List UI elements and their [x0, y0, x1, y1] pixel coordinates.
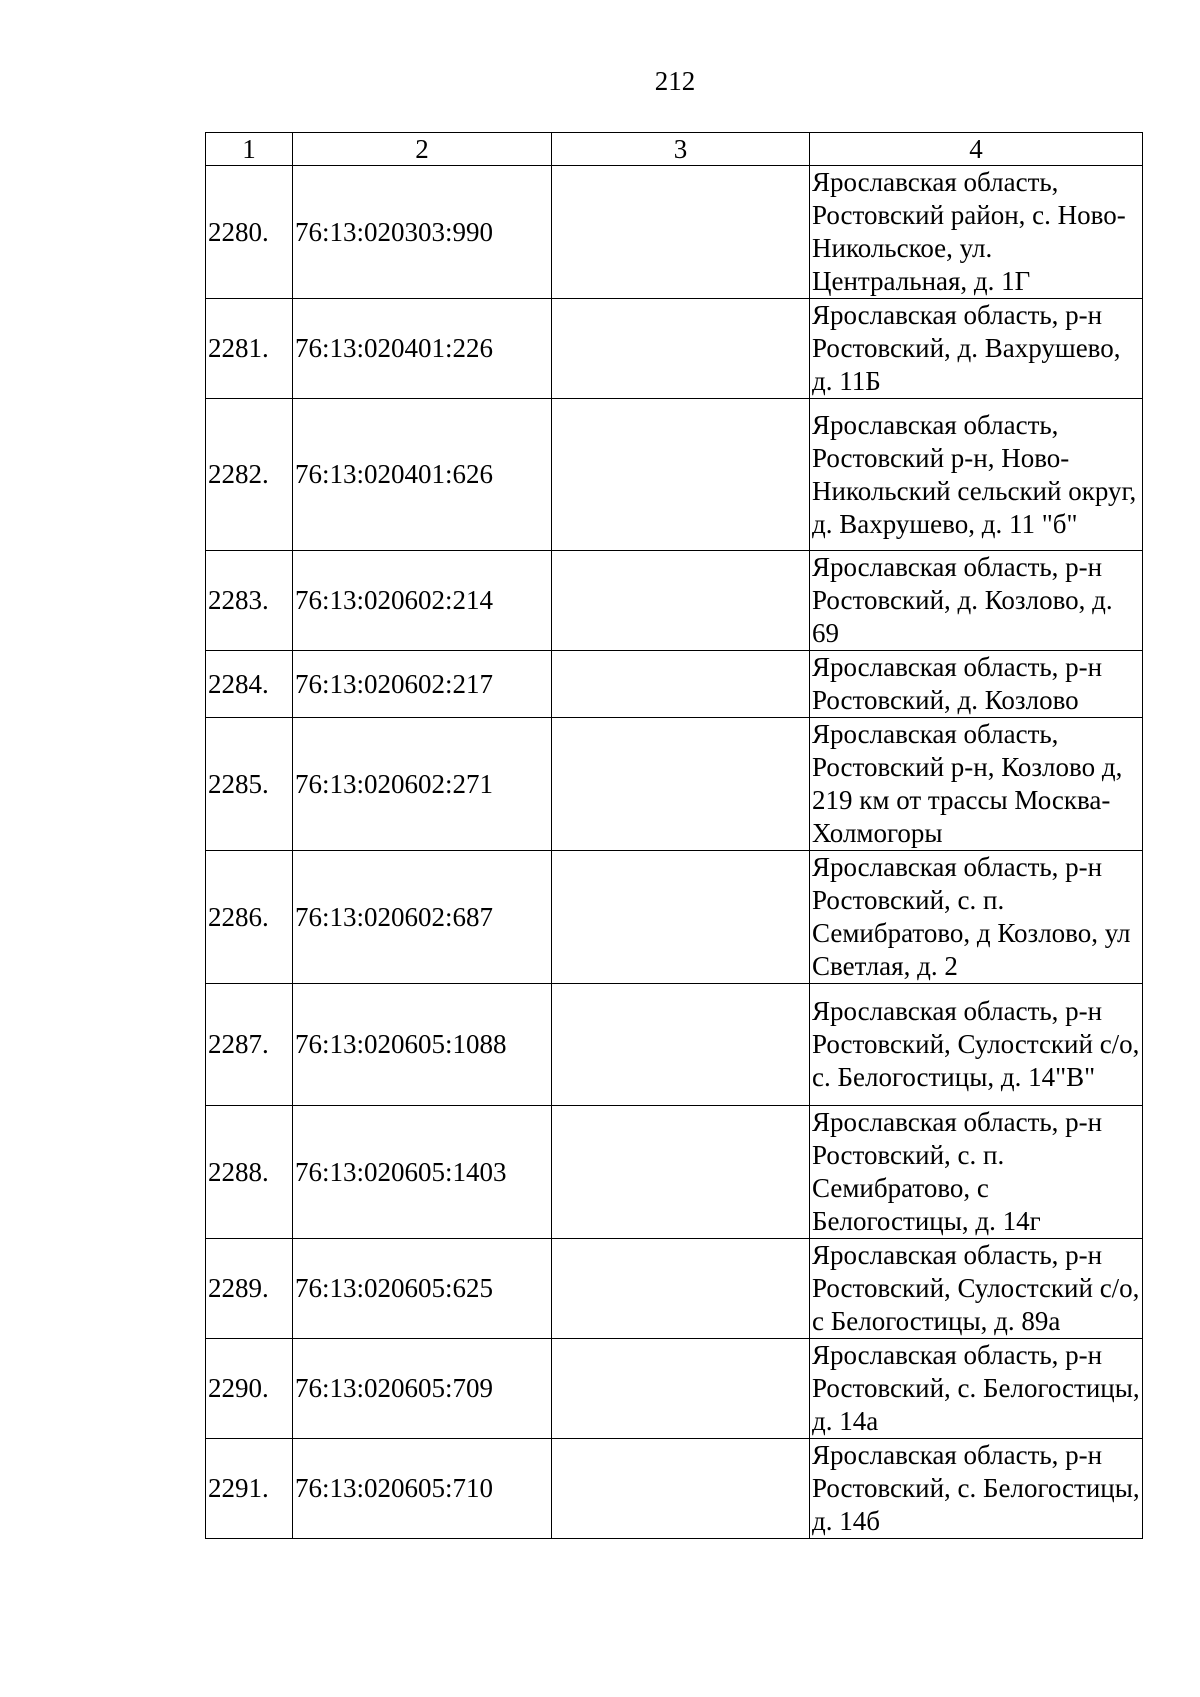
row-number: 2282.: [206, 399, 293, 551]
page-number: 212: [654, 66, 696, 96]
col3-cell: [552, 651, 810, 718]
row-number: 2286.: [206, 851, 293, 984]
cadastral-number: 76:13:020401:226: [293, 299, 552, 399]
col3-cell: [552, 1239, 810, 1339]
row-number: 2289.: [206, 1239, 293, 1339]
address-cell: Ярославская область, Ростовский район, с. Ново-Никольское, ул. Центральная, д. 1Г: [810, 166, 1143, 299]
row-number: 2281.: [206, 299, 293, 399]
col3-cell: [552, 984, 810, 1106]
table-row: [206, 1339, 1143, 1439]
col3-cell: [552, 299, 810, 399]
address-cell: Ярославская область, р-н Ростовский, д. Вахрушево, д. 11Б: [810, 299, 1143, 399]
row-number: 2284.: [206, 651, 293, 718]
cadastral-number: 76:13:020401:626: [293, 399, 552, 551]
table-row: [206, 399, 1143, 551]
table-row: [206, 299, 1143, 399]
col3-cell: [552, 166, 810, 299]
table-row: [206, 651, 1143, 718]
table-row: [206, 551, 1143, 651]
cadastral-number: 76:13:020303:990: [293, 166, 552, 299]
row-number: 2287.: [206, 984, 293, 1106]
header-col-3: 3: [552, 133, 810, 166]
col3-cell: [552, 399, 810, 551]
table-body: [206, 166, 1143, 1539]
col3-cell: [552, 551, 810, 651]
table-row: [206, 851, 1143, 984]
row-number: 2288.: [206, 1106, 293, 1239]
row-number: 2285.: [206, 718, 293, 851]
address-cell: Ярославская область, р-н Ростовский, Сулостский с/о, с. Белогостицы, д. 14"В": [810, 984, 1143, 1106]
address-cell: Ярославская область, Ростовский р-н, Козлово д, 219 км от трассы Москва-Холмогоры: [810, 718, 1143, 851]
cadastral-number: 76:13:020602:271: [293, 718, 552, 851]
address-cell: Ярославская область, р-н Ростовский, Сулостский с/о, с Белогостицы, д. 89а: [810, 1239, 1143, 1339]
row-number: 2290.: [206, 1339, 293, 1439]
col3-cell: [552, 718, 810, 851]
address-cell: Ярославская область, р-н Ростовский, с. п. Семибратово, с Белогостицы, д. 14г: [810, 1106, 1143, 1239]
col3-cell: [552, 1439, 810, 1539]
header-row: [206, 133, 1143, 166]
cadastral-number: 76:13:020602:217: [293, 651, 552, 718]
cadastral-number: 76:13:020605:1088: [293, 984, 552, 1106]
header-col-1: 1: [206, 133, 293, 166]
cadastral-number: 76:13:020602:214: [293, 551, 552, 651]
address-cell: Ярославская область, Ростовский р-н, Ново-Никольский сельский округ, д. Вахрушево, д. 11 "б": [810, 399, 1143, 551]
address-cell: Ярославская область, р-н Ростовский, с. Белогостицы, д. 14б: [810, 1439, 1143, 1539]
address-cell: Ярославская область, р-н Ростовский, с. п. Семибратово, д Козлово, ул Светлая, д. 2: [810, 851, 1143, 984]
registry-table: [205, 132, 1143, 1539]
table-row: [206, 1106, 1143, 1239]
table-row: [206, 1239, 1143, 1339]
address-cell: Ярославская область, р-н Ростовский, д. Козлово, д. 69: [810, 551, 1143, 651]
cadastral-number: 76:13:020605:710: [293, 1439, 552, 1539]
cadastral-number: 76:13:020605:709: [293, 1339, 552, 1439]
table-row: [206, 166, 1143, 299]
col3-cell: [552, 1339, 810, 1439]
cadastral-number: 76:13:020605:1403: [293, 1106, 552, 1239]
table-row: [206, 1439, 1143, 1539]
table-row: [206, 984, 1143, 1106]
cadastral-number: 76:13:020605:625: [293, 1239, 552, 1339]
table-header: [206, 133, 1143, 166]
table-row: [206, 718, 1143, 851]
address-cell: Ярославская область, р-н Ростовский, д. Козлово: [810, 651, 1143, 718]
cadastral-number: 76:13:020602:687: [293, 851, 552, 984]
header-col-4: 4: [810, 133, 1143, 166]
row-number: 2283.: [206, 551, 293, 651]
col3-cell: [552, 851, 810, 984]
row-number: 2280.: [206, 166, 293, 299]
address-cell: Ярославская область, р-н Ростовский, с. Белогостицы, д. 14а: [810, 1339, 1143, 1439]
row-number: 2291.: [206, 1439, 293, 1539]
col3-cell: [552, 1106, 810, 1239]
header-col-2: 2: [293, 133, 552, 166]
